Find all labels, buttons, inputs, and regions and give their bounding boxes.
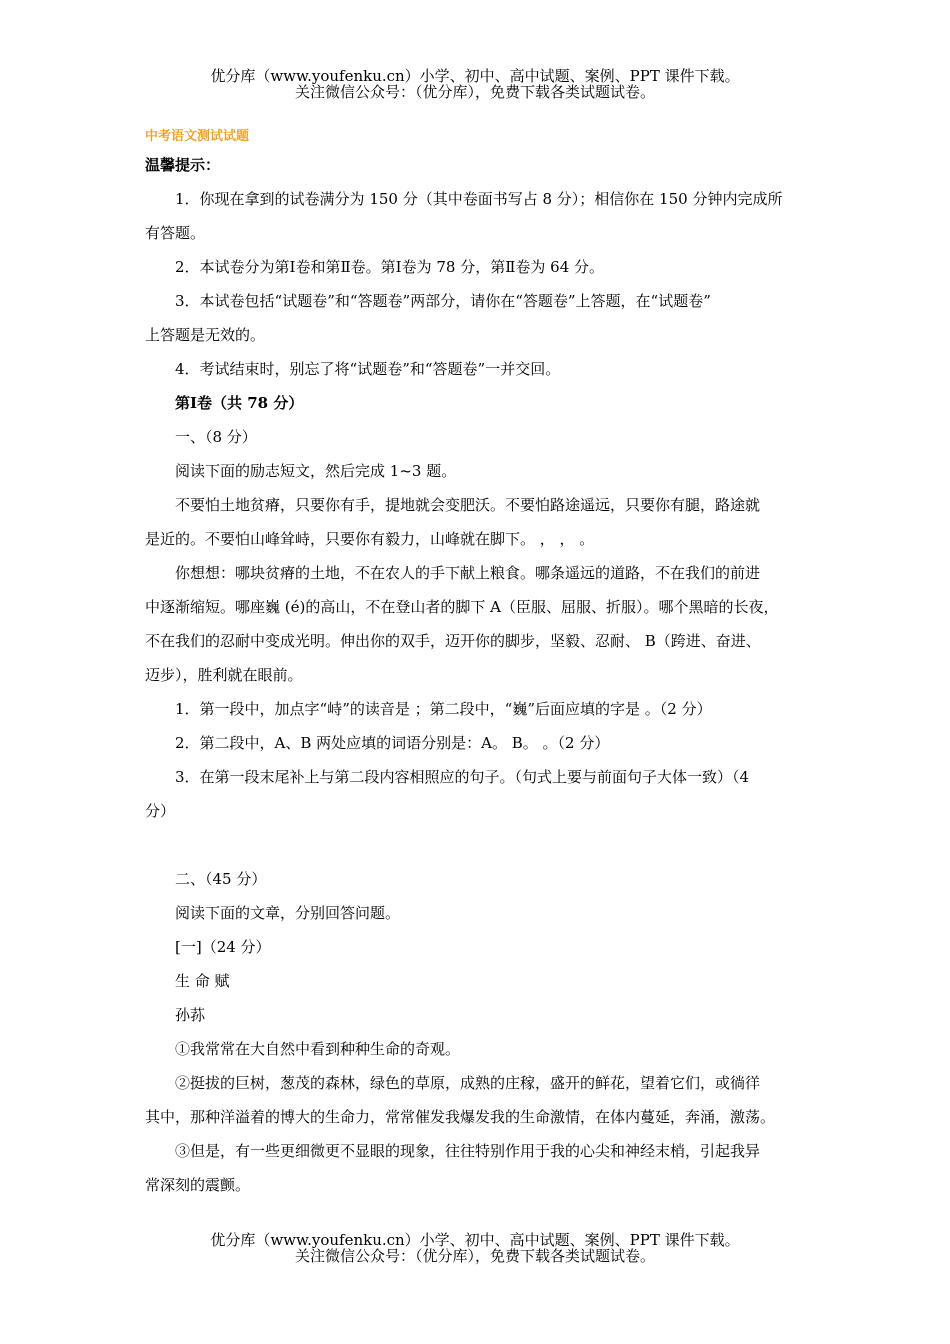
- passage-line: 你想想：哪块贫瘠的土地，不在农人的手下献上粮食。哪条遥远的道路，不在我们的前进: [175, 564, 761, 582]
- header-line-1: 优分库（www.youfenku.cn）小学、初中、高中试题、案例、PPT 课件下载。: [210, 67, 740, 85]
- footer-line-2: 关注微信公众号：（优分库），免费下载各类试题试卷。: [294, 1247, 655, 1265]
- article-paragraph: ②挺拔的巨树，葱茂的森林，绿色的草原，成熟的庄稼，盛开的鲜花，望着它们，或徜徉: [175, 1074, 761, 1092]
- spacer: [145, 828, 817, 862]
- subsection-label: [一]（24 分）: [175, 938, 271, 956]
- tip-4: 4．考试结束时，别忘了将“试题卷”和“答题卷”一并交回。: [175, 360, 561, 378]
- page-header: [0, 68, 950, 100]
- article-paragraph: 其中，那种洋溢着的博大的生命力，常常催发我爆发我的生命激情，在体内蔓延，奔涌，激荡。: [145, 1108, 776, 1126]
- tip-2: 2．本试卷分为第Ⅰ卷和第Ⅱ卷。第Ⅰ卷为 78 分，第Ⅱ卷为 64 分。: [175, 258, 605, 276]
- question-1: 1．第一段中，加点字“峙”的读音是 ；第二段中，“巍”后面应填的字是 。（2 分）: [175, 700, 712, 718]
- passage-line: 是近的。不要怕山峰耸峙，只要你有毅力，山峰就在脚下。 ， ， 。: [145, 530, 595, 548]
- section1-label: 一、（8 分）: [175, 428, 257, 446]
- article-paragraph: 常深刻的震颤。: [145, 1176, 251, 1194]
- article-paragraph: ①我常常在大自然中看到种种生命的奇观。: [175, 1040, 461, 1058]
- question-3-line-1: 3．在第一段末尾补上与第二段内容相照应的句子。（句式上要与前面句子大体一致）（4: [175, 768, 750, 786]
- section2-instruction: 阅读下面的文章，分别回答问题。: [175, 904, 401, 922]
- page-footer: [0, 1232, 950, 1264]
- article-paragraph: ③但是，有一些更细微更不显眼的现象，往往特别作用于我的心尖和神经末梢，引起我异: [175, 1142, 761, 1160]
- header-line-2: 关注微信公众号：（优分库），免费下载各类试题试卷。: [294, 83, 655, 101]
- section2-label: 二、（45 分）: [175, 870, 267, 888]
- document-title: 中考语文测试试题: [145, 129, 250, 144]
- passage-line: 不在我们的忍耐中变成光明。伸出你的双手，迈开你的脚步，坚毅、忍耐、 B（跨进、奋进、: [145, 632, 761, 650]
- article-author: 孙荪: [175, 1006, 206, 1024]
- part1-heading: 第Ⅰ卷（共 78 分）: [175, 394, 304, 412]
- section1-instruction: 阅读下面的励志短文，然后完成 1~3 题。: [175, 462, 457, 480]
- tips-heading: 温馨提示：: [145, 156, 221, 174]
- passage-line: 不要怕土地贫瘠，只要你有手，提地就会变肥沃。不要怕路途遥远，只要你有腿，路途就: [175, 496, 761, 514]
- passage-line: 中逐渐缩短。哪座巍 (é)的高山，不在登山者的脚下 A（臣服、屈服、折服）。哪个黑暗的长夜，: [145, 598, 779, 616]
- document-body: [145, 126, 817, 1202]
- passage-line: 迈步），胜利就在眼前。: [145, 666, 303, 684]
- tip-3-line-2: 上答题是无效的。: [145, 326, 266, 344]
- tip-3-line-1: 3．本试卷包括“试题卷”和“答题卷”两部分，请你在“答题卷”上答题，在“试题卷”: [175, 292, 711, 310]
- question-2: 2．第二段中，A、B 两处应填的词语分别是：A。 B。 。（2 分）: [175, 734, 610, 752]
- tip-1-line-1: 1．你现在拿到的试卷满分为 150 分（其中卷面书写占 8 分）；相信你在 150 分钟内完成所: [175, 190, 783, 208]
- article-title: 生 命 赋: [175, 972, 230, 990]
- question-3-line-2: 分）: [145, 802, 176, 820]
- footer-line-1: 优分库（www.youfenku.cn）小学、初中、高中试题、案例、PPT 课件下载。: [210, 1231, 740, 1249]
- tip-1-line-2: 有答题。: [145, 224, 206, 242]
